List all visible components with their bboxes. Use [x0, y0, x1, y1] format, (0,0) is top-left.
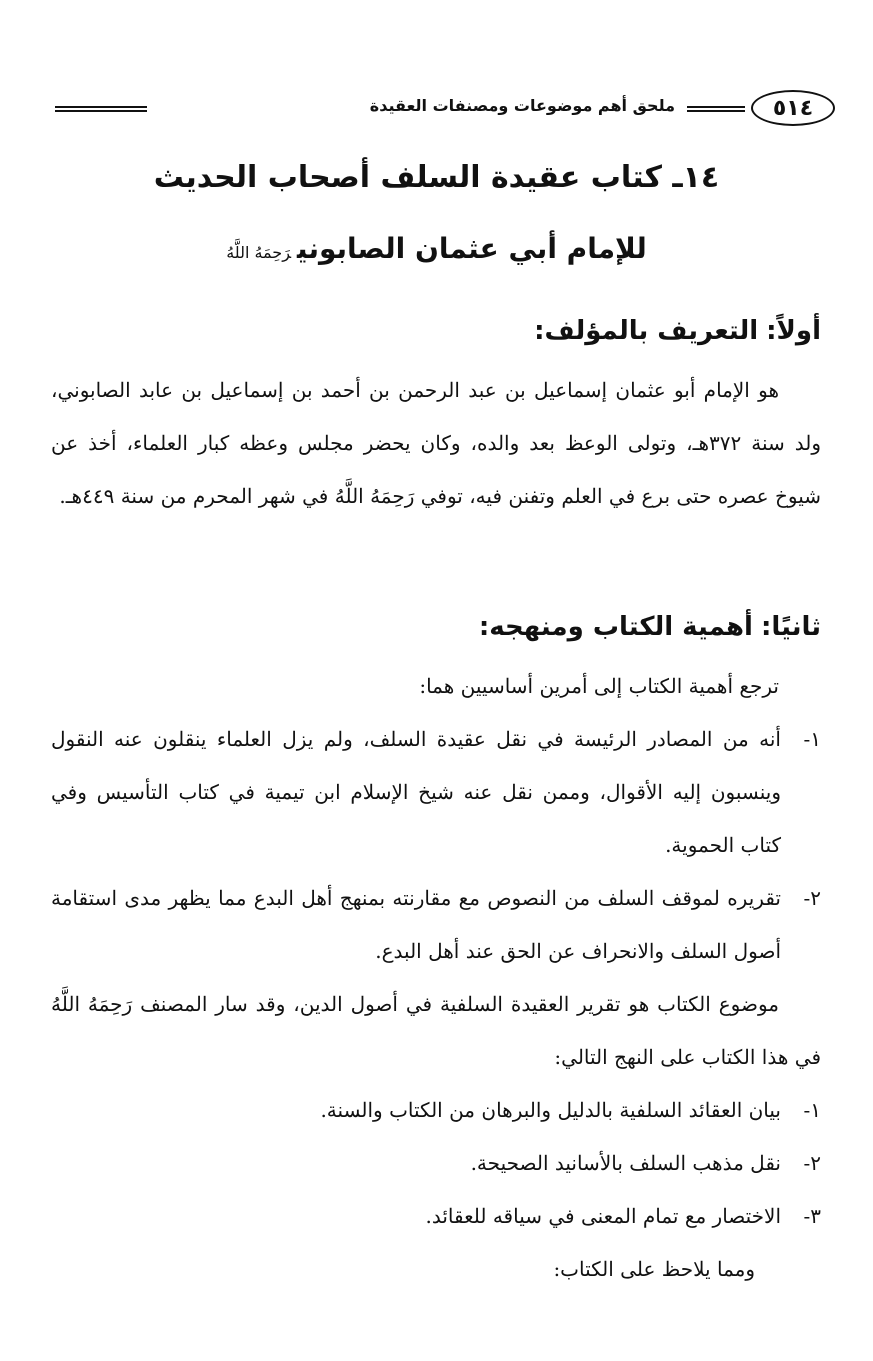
header-rule-left	[55, 106, 147, 112]
method-text: نقل مذهب السلف بالأسانيد الصحيحة.	[470, 1151, 781, 1175]
reason-text: أنه من المصادر الرئيسة في نقل عقيدة السلف، ولم يزل العلماء ينقلون عنه النقول وينسبون إليه الأقوال، وممن نقل عنه شيخ الإسلام ابن تيمية في كتاب التأسيس وفي كتاب الحموية.	[51, 727, 781, 857]
method-number: ١-	[803, 1098, 821, 1122]
section-heading-label: أولاً:	[766, 316, 821, 346]
reason-item	[51, 713, 821, 872]
author-biography	[51, 364, 821, 523]
method-number: ٢-	[803, 1151, 821, 1175]
method-text: بيان العقائد السلفية بالدليل والبرهان من الكتاب والسنة.	[320, 1098, 781, 1122]
reason-number: ١-	[803, 727, 821, 751]
method-intro: موضوع الكتاب هو تقرير العقيدة السلفية في أصول الدين، وقد سار المصنف رَحِمَهُ اللَّهُ في هذا الكتاب على النهج التالي:	[51, 992, 821, 1069]
section-heading-text: أهمية الكتاب ومنهجه:	[478, 612, 753, 642]
method-number: ٣-	[803, 1204, 821, 1228]
section-heading-author	[534, 316, 821, 346]
closing-line: ومما يلاحظ على الكتاب:	[553, 1257, 755, 1281]
book-title: ١٤ـ كتاب عقيدة السلف أصحاب الحديث	[153, 160, 720, 195]
importance-content	[51, 660, 821, 1296]
reason-item	[51, 872, 821, 978]
method-list	[51, 1084, 821, 1243]
section-heading-text: التعريف بالمؤلف:	[534, 316, 759, 346]
author-name: للإمام أبي عثمان الصابوني	[297, 232, 647, 265]
reason-text: تقريره لموقف السلف من النصوص مع مقارنته بمنهج أهل البدع مما يظهر مدى استقامة أصول السلف والانحراف عن الحق عند أهل البدع.	[51, 886, 781, 963]
biography-paragraph: هو الإمام أبو عثمان إسماعيل بن عبد الرحمن بن أحمد بن إسماعيل بن عابد الصابوني، ولد سنة ٣٧٢هـ، وتولى الوعظ بعد والده، وكان يحضر مجلس وعظه كبار العلماء، أخذ عن شيوخ عصره حتى برع في العلم وتفنن فيه، توفي رَحِمَهُ اللَّهُ في شهر المحرم من سنة ٤٤٩هـ.	[51, 378, 821, 508]
method-item	[51, 1137, 821, 1190]
running-title: ملحق أهم موضوعات ومصنفات العقيدة	[369, 96, 675, 115]
method-item	[51, 1190, 821, 1243]
book-author	[0, 232, 873, 265]
author-honorific: رَحِمَهُ اللَّهُ	[226, 243, 292, 262]
page-number: ٥١٤	[751, 90, 835, 126]
method-item	[51, 1084, 821, 1137]
running-header	[45, 88, 835, 132]
method-text: الاختصار مع تمام المعنى في سياقه للعقائد.	[425, 1204, 781, 1228]
importance-intro: ترجع أهمية الكتاب إلى أمرين أساسيين هما:	[419, 674, 779, 698]
section-heading-importance	[479, 612, 821, 642]
header-rule-right	[687, 106, 745, 112]
reason-number: ٢-	[803, 886, 821, 910]
section-heading-label: ثانيًا:	[760, 612, 821, 642]
